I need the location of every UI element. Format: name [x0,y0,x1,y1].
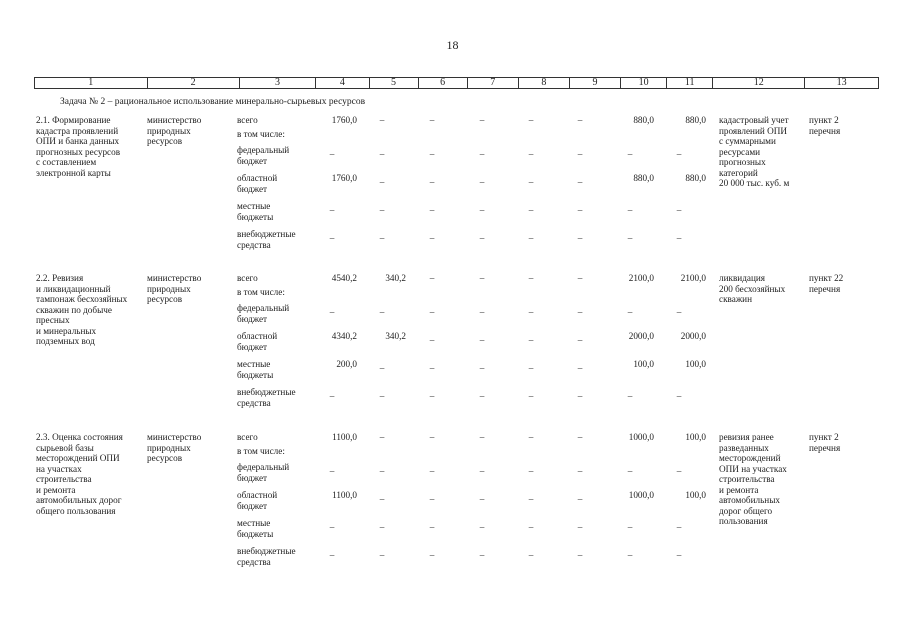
funding-value-c8: – [528,307,534,317]
funding-source-line: местные [237,201,271,211]
funding-value-c5: – [379,205,385,215]
header-col-10: 10 [621,78,667,89]
measure-executor-line: природных [147,442,191,453]
funding-value-c7: – [479,177,485,187]
measure-executor [147,432,232,464]
funding-source-line: федеральный [237,145,290,155]
expected-result [719,115,807,189]
funding-source-line: бюджет [237,472,268,483]
expected-result-line: кадастровый учет [719,115,789,125]
funding-source-line: областной [237,331,278,341]
funding-value-c10: 2100,0 [628,273,654,283]
task-title: Задача № 2 – рациональное использование минерально-сырьевых ресурсов [60,97,366,107]
funding-value-c4: – [329,233,335,243]
measure-executor [147,273,232,305]
measure-name-line: прогнозных ресурсов [36,146,121,157]
funding-value-c10: – [627,149,633,159]
expected-result-line: дорог общего [719,505,773,516]
funding-source-line: бюджеты [237,528,274,539]
funding-value-c9: – [577,550,583,560]
header-col-8: 8 [518,78,569,89]
funding-source-line: областной [237,173,278,183]
measure-name-line: тампонаж бесхозяйных [36,294,128,304]
funding-value-c11: 100,0 [685,490,706,500]
measure-name-line: и минеральных [36,325,97,336]
measure-name-line: сырьевой базы [36,442,94,453]
funding-source-line: в том числе: [237,446,285,456]
funding-value-c9: – [577,363,583,373]
expected-result-line: с суммарными [719,136,776,146]
funding-value-c4: – [329,522,335,532]
funding-value-c9: – [577,149,583,159]
funding-value-c8: – [528,149,534,159]
header-col-9: 9 [569,78,620,89]
measure-executor-line: министерство [147,432,202,442]
funding-value-c10: – [627,466,633,476]
funding-value-c5: – [379,177,385,187]
measure-name-line: кадастра проявлений [36,125,119,136]
funding-value-c8: – [528,335,534,345]
list-reference-line: перечня [809,125,841,136]
funding-source-line: бюджет [237,500,268,511]
header-col-4: 4 [316,78,369,89]
funding-source-line: внебюджетные [237,229,296,239]
measure-executor-line: ресурсов [147,136,183,146]
funding-value-c8: – [528,273,534,283]
funding-value-c8: – [528,494,534,504]
funding-value-c9: – [577,205,583,215]
funding-source-line: всего [237,432,258,442]
expected-result-line: пользования [719,516,768,526]
funding-value-c7: – [479,335,485,345]
funding-value-c8: – [528,522,534,532]
measure-name [36,115,144,178]
funding-value-c7: – [479,233,485,243]
funding-source-label [237,546,312,567]
funding-value-c10: – [627,205,633,215]
funding-source-line: бюджеты [237,211,274,222]
list-reference-line: перечня [809,442,841,453]
measure-block [34,432,879,582]
expected-result-line: и ремонта [719,484,759,495]
expected-result-line: разведанных [719,442,769,453]
expected-result-line: скважин [719,294,753,304]
funding-value-c4: – [329,391,335,401]
funding-value-c6: – [429,335,435,345]
measure-name-line: строительства [36,474,92,484]
funding-value-c4: 1100,0 [332,432,357,442]
measure-name-line: и ремонта [36,484,76,495]
funding-value-c11: 2100,0 [680,273,706,283]
funding-source-line: средства [237,556,271,567]
funding-value-c4: 1760,0 [331,115,357,125]
expected-result-line: ресурсами [719,146,761,157]
funding-source-label [237,145,312,166]
funding-value-c5: 340,2 [385,273,406,283]
funding-value-c7: – [479,391,485,401]
header-col-5: 5 [369,78,418,89]
measure-name-line: скважин по добыче [36,304,112,315]
funding-source-label [237,462,312,483]
funding-value-c11: – [676,550,682,560]
expected-result-line: ревизия ранее [719,432,774,442]
expected-result [719,273,807,305]
funding-value-c5: 340,2 [385,331,406,341]
expected-result-line: месторождений [719,453,781,463]
measure-executor [147,115,232,147]
funding-value-c4: – [329,205,335,215]
list-reference [809,273,869,294]
funding-value-c11: 880,0 [685,173,706,183]
funding-value-c6: – [429,550,435,560]
funding-value-c7: – [479,307,485,317]
funding-value-c8: – [528,550,534,560]
header-col-7: 7 [467,78,518,89]
measure-executor-line: ресурсов [147,453,183,463]
funding-value-c9: – [577,233,583,243]
measure-executor-line: природных [147,125,191,136]
funding-source-line: местные [237,518,271,528]
funding-source-line: в том числе: [237,129,285,139]
measure-name-line: 2.3. Оценка состояния [36,432,123,442]
expected-result-line: ОПИ на участках [719,463,787,474]
measure-name-line: с составлением [36,157,97,167]
funding-value-c11: – [676,307,682,317]
funding-value-c10: – [627,233,633,243]
list-reference-line: пункт 22 [809,273,844,283]
header-col-1: 1 [35,78,148,89]
funding-value-c7: – [479,149,485,159]
list-reference [809,432,869,453]
header-col-12: 12 [713,78,805,89]
measure-block [34,115,879,265]
funding-value-c9: – [577,115,583,125]
funding-value-c11: 2000,0 [680,331,706,341]
funding-value-c4: 4540,2 [331,273,357,283]
expected-result-line: прогнозных [719,157,766,167]
expected-result-line: ликвидация [719,273,766,283]
list-reference-line: перечня [809,283,841,294]
funding-value-c6: – [429,205,435,215]
funding-source-line: бюджеты [237,369,274,380]
funding-value-c6: – [429,307,435,317]
funding-source-line: федеральный [237,303,290,313]
funding-value-c6: – [429,273,435,283]
funding-source-label [237,387,312,408]
funding-value-c8: – [528,363,534,373]
funding-value-c4: 4340,2 [331,331,357,341]
measure-name-line: электронной карты [36,167,111,178]
funding-value-c8: – [528,115,534,125]
funding-source-line: внебюджетные [237,546,296,556]
funding-source-label [237,287,312,298]
funding-value-c10: 880,0 [633,115,654,125]
funding-source-line: в том числе: [237,287,285,297]
list-reference [809,115,869,136]
expected-result [719,432,807,527]
funding-value-c4: – [329,466,335,476]
measure-name-line: пресных [36,315,70,325]
funding-value-c9: – [577,273,583,283]
measure-block [34,273,879,423]
funding-value-c11: – [676,149,682,159]
funding-value-c5: – [379,432,385,442]
funding-value-c4: 200,0 [336,359,357,369]
measure-name-line: на участках [36,463,82,474]
page-number: 18 [446,38,459,52]
header-col-6: 6 [418,78,467,89]
funding-value-c11: – [676,522,682,532]
funding-source-label [237,229,312,250]
funding-value-c6: – [429,363,435,373]
funding-value-c7: – [479,273,485,283]
funding-value-c9: – [577,522,583,532]
funding-value-c7: – [479,494,485,504]
funding-source-line: федеральный [237,462,290,472]
funding-value-c4: – [329,149,335,159]
funding-value-c10: – [627,522,633,532]
funding-value-c7: – [479,522,485,532]
expected-result-line: проявлений ОПИ [719,125,787,136]
funding-value-c6: – [429,115,435,125]
funding-value-c4: – [329,307,335,317]
funding-value-c8: – [528,233,534,243]
funding-value-c11: 880,0 [685,115,706,125]
funding-source-line: средства [237,397,271,408]
funding-value-c6: – [429,522,435,532]
header-col-2: 2 [147,78,239,89]
funding-value-c8: – [528,466,534,476]
funding-value-c4: – [329,550,335,560]
funding-value-c10: – [627,307,633,317]
funding-value-c11: 100,0 [685,432,706,442]
measure-name-line: 2.2. Ревизия [36,273,84,283]
expected-result-line: 200 бесхозяйных [719,283,786,294]
measure-executor-line: министерство [147,273,202,283]
funding-source-line: бюджет [237,183,268,194]
funding-source-label [237,201,312,222]
header-col-3: 3 [239,78,316,89]
funding-value-c10: 2000,0 [628,331,654,341]
funding-value-c10: 1000,0 [628,490,654,500]
funding-value-c7: – [479,115,485,125]
funding-value-c8: – [528,391,534,401]
funding-value-c10: – [627,550,633,560]
funding-value-c9: – [577,466,583,476]
funding-value-c6: – [429,494,435,504]
measure-executor-line: ресурсов [147,294,183,304]
measure-name-line: месторождений ОПИ [36,453,120,463]
funding-value-c9: – [577,335,583,345]
funding-value-c5: – [379,233,385,243]
measure-name-line: общего пользования [36,505,116,516]
funding-value-c7: – [479,550,485,560]
funding-source-line: бюджет [237,313,268,324]
measure-name-line: 2.1. Формирование [36,115,111,125]
measure-executor-line: министерство [147,115,202,125]
funding-source-line: бюджет [237,155,268,166]
funding-value-c8: – [528,177,534,187]
funding-value-c5: – [379,522,385,532]
funding-source-label [237,129,312,140]
expected-result-line: автомобильных [719,495,780,505]
funding-source-line: средства [237,239,271,250]
measure-name-line: автомобильных дорог [36,495,122,505]
expected-result-line: строительства [719,474,775,484]
funding-source-line: областной [237,490,278,500]
measure-name-line: ОПИ и банка данных [36,136,120,146]
funding-value-c6: – [429,149,435,159]
funding-value-c5: – [379,466,385,476]
funding-value-c10: – [627,391,633,401]
list-reference-line: пункт 2 [809,115,839,125]
funding-value-c8: – [528,432,534,442]
funding-value-c9: – [577,494,583,504]
funding-value-c5: – [379,149,385,159]
funding-source-line: внебюджетные [237,387,296,397]
funding-value-c10: 1000,0 [628,432,654,442]
expected-result-line: 20 000 тыс. куб. м [719,178,790,188]
funding-value-c5: – [379,115,385,125]
funding-value-c9: – [577,307,583,317]
funding-value-c5: – [379,391,385,401]
funding-value-c11: – [676,233,682,243]
funding-value-c6: – [429,466,435,476]
measure-executor-line: природных [147,283,191,294]
funding-value-c5: – [379,307,385,317]
funding-value-c7: – [479,363,485,373]
funding-value-c6: – [429,177,435,187]
funding-value-c9: – [577,391,583,401]
funding-value-c11: – [676,205,682,215]
expected-result-line: категорий [719,167,758,178]
funding-value-c5: – [379,363,385,373]
funding-value-c4: 1100,0 [332,490,357,500]
funding-value-c5: – [379,550,385,560]
funding-value-c7: – [479,432,485,442]
funding-value-c10: 100,0 [633,359,654,369]
funding-value-c5: – [379,494,385,504]
measure-name [36,273,144,347]
funding-source-line: бюджет [237,341,268,352]
funding-source-label [237,446,312,457]
funding-value-c7: – [479,205,485,215]
funding-value-c4: 1760,0 [331,173,357,183]
funding-value-c6: – [429,432,435,442]
funding-value-c11: – [676,391,682,401]
funding-source-line: всего [237,273,258,283]
measure-name-line: и ликвидационный [36,283,111,294]
measure-name-line: подземных вод [36,336,95,346]
funding-value-c10: 880,0 [633,173,654,183]
funding-value-c6: – [429,391,435,401]
list-reference-line: пункт 2 [809,432,839,442]
header-col-11: 11 [667,78,713,89]
funding-value-c9: – [577,177,583,187]
funding-value-c7: – [479,466,485,476]
funding-value-c8: – [528,205,534,215]
header-col-13: 13 [805,78,879,89]
funding-value-c6: – [429,233,435,243]
funding-value-c11: 100,0 [685,359,706,369]
funding-source-line: местные [237,359,271,369]
funding-source-label [237,303,312,324]
funding-value-c11: – [676,466,682,476]
funding-source-label [237,518,312,539]
measure-name [36,432,144,516]
funding-source-line: всего [237,115,258,125]
funding-value-c9: – [577,432,583,442]
column-number-header [34,77,879,89]
